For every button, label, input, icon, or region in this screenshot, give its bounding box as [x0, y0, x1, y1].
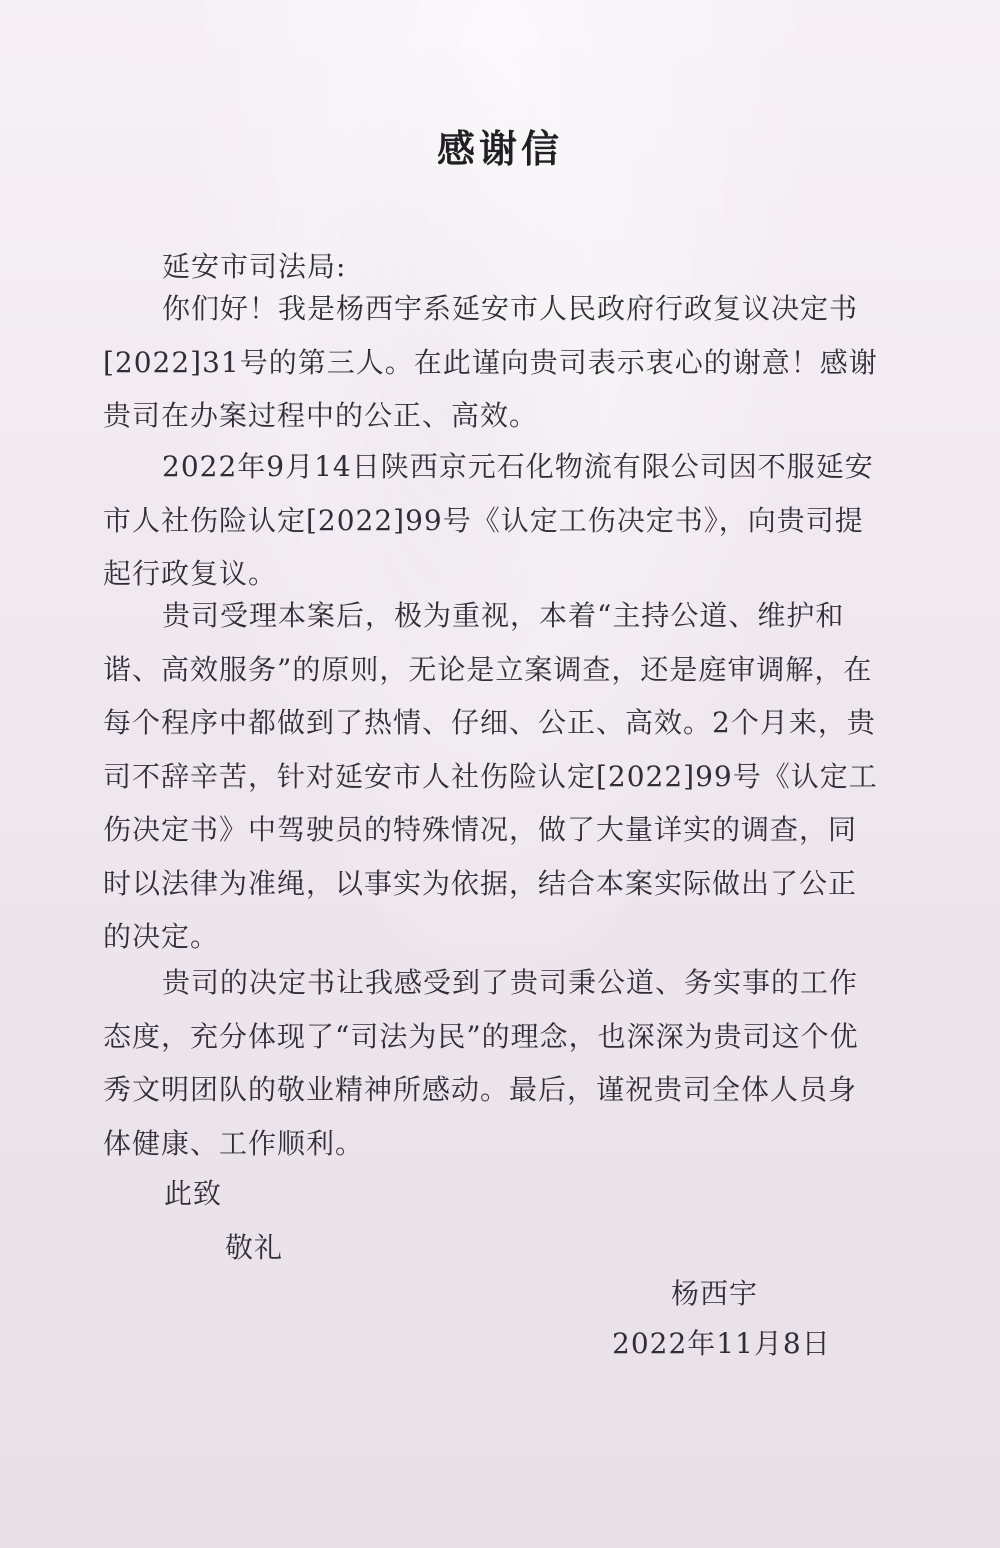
- paragraph-greeting: 你们好！我是杨西宇系延安市人民政府行政复议决定书[2022]31号的第三人。在此谨向贵司表示衷心的谢意！感谢贵司在办案过程中的公正、高效。: [103, 292, 878, 432]
- salutation: 敬礼: [225, 1231, 284, 1264]
- paragraph-background: 2022年9月14日陕西京元石化物流有限公司因不服延安市人社伤险认定[2022]99号《认定工伤决定书》，向贵司提起行政复议。: [103, 450, 874, 590]
- signature: 杨西宇: [671, 1277, 759, 1310]
- closing-phrase: 此致: [164, 1177, 223, 1210]
- paragraph-thanks: 贵司的决定书让我感受到了贵司秉公道、务实事的工作态度，充分体现了“司法为民”的理念，也深深为贵司这个优秀文明团队的敬业精神所感动。最后，谨祝贵司全体人员身体健康、工作顺利。: [103, 966, 859, 1160]
- letter-title: 感谢信: [436, 127, 563, 171]
- recipient-line: 延安市司法局:: [162, 250, 347, 283]
- letter-date: 2022年11月8日: [612, 1327, 831, 1360]
- paragraph-process: 贵司受理本案后，极为重视，本着“主持公道、维护和谐、高效服务”的原则，无论是立案调查，还是庭审调解，在每个程序中都做到了热情、仔细、公正、高效。2个月来，贵司不辞辛苦，针对延安市人社伤险认定[2022]99号《认定工伤决定书》中驾驶员的特殊情况，做了大量详实的调查，同时以法律为准绳，以事实为依据，结合本案实际做出了公正的决定。: [103, 599, 878, 953]
